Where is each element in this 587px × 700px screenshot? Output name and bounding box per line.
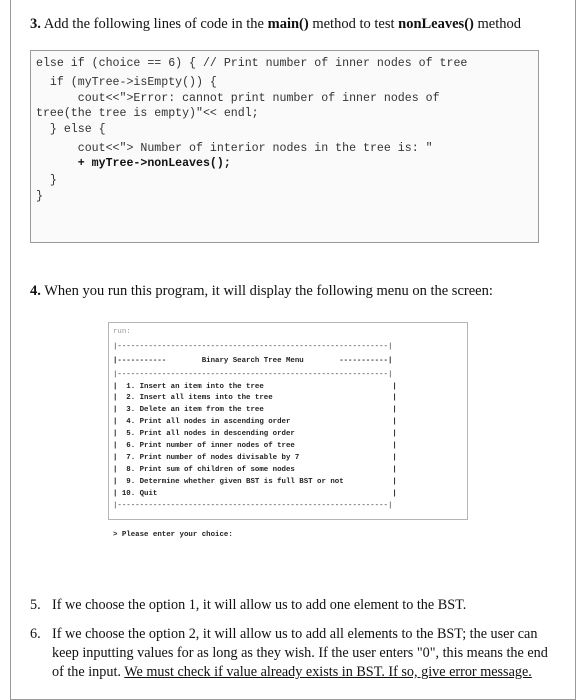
list-item [30,625,560,682]
terminal-border-bottom: |-------------------------------------------------------------| [113,502,393,510]
menu-item-6: | 6. Print number of inner nodes of tree | [113,442,397,450]
q3-text-post: method [477,16,521,32]
q3-text-pre: Add the following lines of code in the [43,16,264,32]
list-item [30,596,560,615]
code-box [30,50,539,243]
question-3-heading [30,15,560,33]
code-line-4: tree(the tree is empty)"<< endl; [36,107,259,120]
menu-item-4: | 4. Print all nodes in ascending order | [113,418,397,426]
code-line-8: } [36,174,57,187]
menu-item-8: | 8. Print sum of children of some nodes | [113,466,397,474]
menu-item-9: | 9. Determine whether given BST is full BST or not | [113,478,397,486]
code-line-7: + myTree->nonLeaves(); [36,157,231,170]
code-line-6: cout<<"> Number of interior nodes in the tree is: " [36,142,433,155]
terminal-title-line: |----------- Binary Search Tree Menu -----------| [113,357,393,365]
instruction-list [30,596,560,686]
q3-number: 3. [30,16,41,32]
item-5-number: 5. [30,597,41,613]
code-line-2: if (myTree->isEmpty()) { [36,76,217,89]
menu-item-7: | 7. Print number of nodes divisable by 7 | [113,454,397,462]
item-6-text: If we choose the option 2, it will allow us to add all elements to the BST; the user can keep inputting values for as long as they wish. If the user enters "0", this means the end of the input. [52,626,548,680]
q4-number: 4. [30,283,41,299]
terminal-prompt: > Please enter your choice: [113,531,233,539]
item-6-underlined-text: We must check if value already exists in BST. If so, give error message. [124,664,532,680]
code-line-9: } [36,190,43,203]
terminal-run-label: run: [113,328,131,336]
terminal-screenshot [108,322,468,539]
q4-text: When you run this program, it will display the following menu on the screen: [44,283,493,299]
terminal-border-mid: |-------------------------------------------------------------| [113,371,393,379]
question-4-heading [30,282,560,300]
item-6-number: 6. [30,626,41,642]
menu-item-3: | 3. Delete an item from the tree | [113,406,397,414]
code-block [31,51,538,242]
menu-item-2: | 2. Insert all items into the tree | [113,394,397,402]
menu-item-10: | 10. Quit | [113,490,397,498]
code-line-1: else if (choice == 6) { // Print number of inner nodes of tree [36,57,468,70]
q3-nonleaves-bold: nonLeaves() [398,16,474,32]
code-line-3: cout<<">Error: cannot print number of inner nodes of [36,92,440,105]
q3-text-mid: method to test [312,16,395,32]
code-line-5: } else { [36,123,106,136]
item-5-text: If we choose the option 1, it will allow us to add one element to the BST. [52,597,467,613]
menu-item-1: | 1. Insert an item into the tree | [113,383,397,391]
q3-main-bold: main() [267,16,309,32]
menu-item-5: | 5. Print all nodes in descending order | [113,430,397,438]
terminal-border-top: |-------------------------------------------------------------| [113,343,393,351]
